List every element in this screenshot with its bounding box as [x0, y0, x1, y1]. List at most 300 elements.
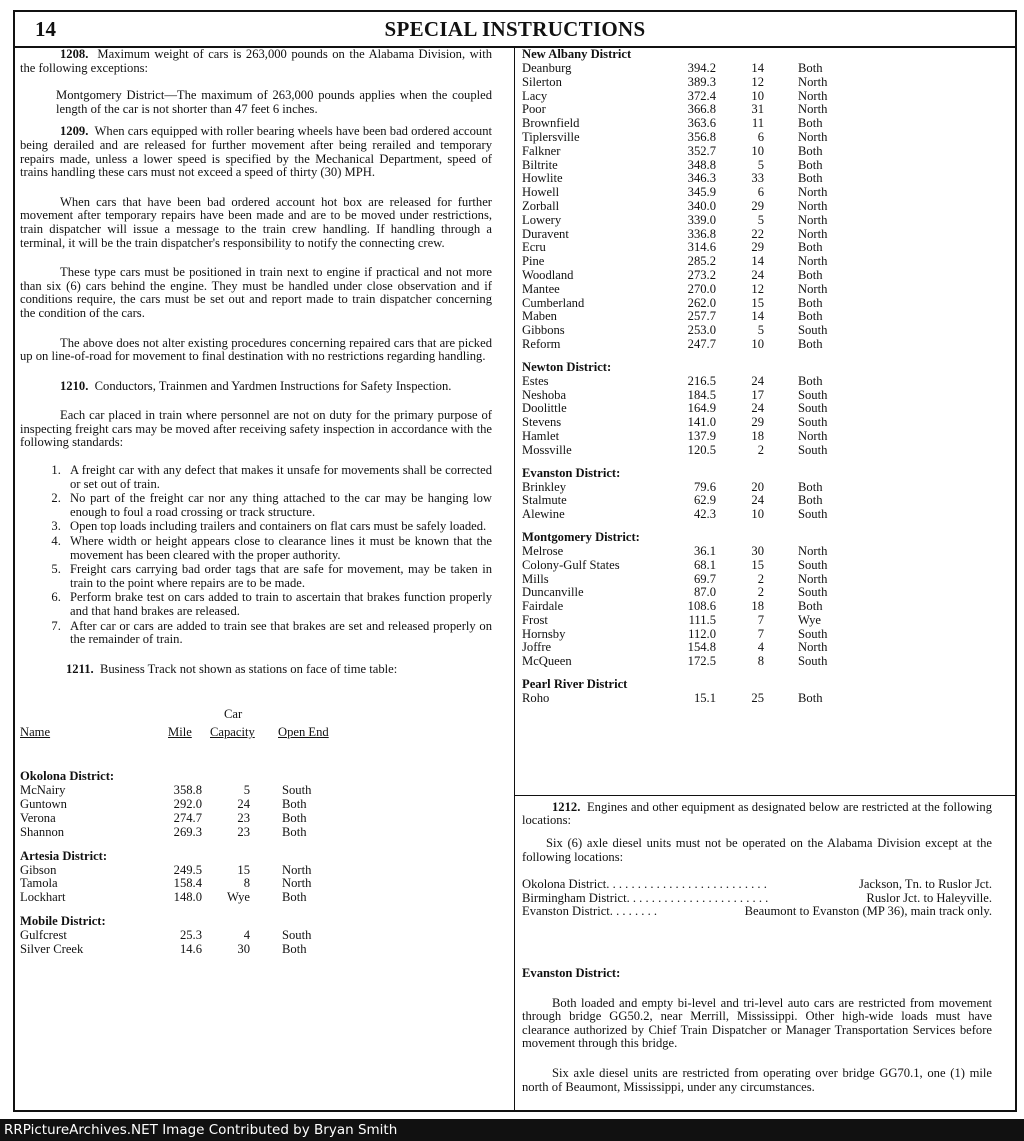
car-capacity: 2: [757, 585, 764, 600]
car-capacity: 2: [757, 571, 764, 586]
mile-post: 389.3: [687, 74, 716, 89]
car-capacity: 29: [751, 415, 764, 430]
open-end: Both: [282, 797, 307, 812]
rule-number: 1209.: [60, 124, 89, 139]
station-name: Estes: [522, 373, 549, 388]
rule-text: Engines and other equipment as designated below are restricted at the following locations:: [522, 799, 992, 828]
car-capacity: 18: [751, 428, 764, 443]
station-name: Stevens: [522, 415, 562, 430]
mile-post: 79.6: [693, 479, 716, 494]
car-capacity: 14: [751, 309, 764, 324]
car-capacity: 10: [751, 143, 764, 158]
open-end: Both: [282, 824, 307, 839]
paragraph-each-car: Each car placed in train where personnel are not on duty for the primary purpose of inspecting freight cars may be moved after receiving safety inspection in accordance with the following standards:: [20, 408, 492, 450]
car-capacity: 11: [751, 116, 764, 131]
table-row: [522, 200, 992, 214]
car-capacity: 4: [757, 640, 764, 655]
car-capacity: 10: [751, 88, 764, 103]
open-end: Both: [798, 61, 823, 75]
station-name: Stalmute: [522, 493, 567, 508]
car-capacity: 12: [751, 281, 764, 296]
car-capacity: 29: [751, 198, 764, 213]
car-capacity: 30: [751, 543, 764, 558]
car-capacity: 25: [751, 691, 764, 706]
table-row: [522, 103, 992, 117]
table-row: [522, 628, 992, 642]
table-row: [522, 310, 992, 324]
table-row: [522, 214, 992, 228]
car-capacity: 24: [751, 373, 764, 388]
mile-post: 339.0: [687, 212, 716, 227]
table-row: [522, 508, 992, 522]
car-capacity: 23: [237, 810, 250, 825]
car-capacity: 23: [237, 824, 250, 839]
open-end: Both: [798, 599, 823, 614]
rule-1211: [20, 663, 492, 677]
open-end: North: [798, 571, 828, 586]
car-capacity: 18: [751, 599, 764, 614]
image-credit: RRPictureArchives.NET Image Contributed by Bryan Smith: [0, 1119, 1024, 1141]
open-end: North: [798, 129, 828, 144]
station-name: Howell: [522, 185, 560, 200]
table-row: [522, 297, 992, 311]
rule-1210: [20, 380, 492, 394]
open-end: South: [798, 401, 828, 416]
table-row: [522, 416, 992, 430]
mile-post: 269.3: [173, 824, 202, 839]
open-end: South: [282, 783, 312, 798]
table-row: [522, 402, 992, 416]
car-capacity: 6: [757, 129, 764, 144]
district-heading: Pearl River District: [522, 677, 628, 692]
page-title: SPECIAL INSTRUCTIONS: [384, 17, 646, 41]
open-end: Both: [282, 890, 307, 905]
district-heading: Okolona District:: [20, 769, 115, 784]
safety-standards-list: [20, 464, 492, 647]
rule-text: Conductors, Trainmen and Yardmen Instructions for Safety Inspection.: [94, 378, 452, 393]
station-name: Doolittle: [522, 401, 567, 416]
station-name: Cumberland: [522, 295, 585, 310]
station-name: Silver Creek: [20, 941, 84, 956]
mile-post: 372.4: [687, 88, 716, 103]
district-heading: Evanston District:: [522, 465, 621, 480]
table-row: [522, 62, 992, 76]
open-end: Both: [282, 810, 307, 825]
table-row: [522, 117, 992, 131]
list-item: 2. No part of the freight car nor any thing attached to the car may be hanging low enough to foul a road crossing or track structure.: [64, 492, 492, 519]
open-end: North: [798, 543, 828, 558]
rule-number: 1212.: [552, 799, 581, 814]
table-row: [20, 812, 492, 826]
station-name: Roho: [522, 691, 550, 706]
station-name: Maben: [522, 309, 557, 324]
mile-post: 314.6: [687, 240, 716, 255]
mile-post: 262.0: [687, 295, 716, 310]
mile-post: 366.8: [687, 102, 716, 117]
mile-post: 148.0: [173, 890, 202, 905]
paragraph-position: These type cars must be positioned in train next to engine if practical and not more than six (6) cars behind the engine. They must be handled under close observation and if conditions require, the cars must be set out and report made to train dispatcher concerning the condition of the cars.: [20, 265, 492, 320]
station-name: Lacy: [522, 88, 548, 103]
column-divider: [514, 48, 515, 1110]
open-end: Both: [282, 941, 307, 956]
mile-post: 108.6: [687, 599, 716, 614]
open-end: Wye: [798, 612, 822, 627]
restriction-district: Birmingham District. . . . . . . . . . . . . . . . . . . . . . .: [522, 890, 769, 905]
car-capacity: 15: [751, 295, 764, 310]
car-capacity: 5: [757, 323, 764, 338]
open-end: Both: [798, 479, 823, 494]
open-end: North: [798, 185, 828, 200]
restriction-limits: Jackson, Tn. to Ruslor Jct.: [858, 877, 992, 892]
restriction-row: [522, 892, 992, 906]
table-row: [522, 430, 992, 444]
restriction-limits: Beaumont to Evanston (MP 36), main track only.: [744, 904, 992, 919]
car-capacity: 24: [237, 797, 250, 812]
station-name: Poor: [522, 102, 546, 117]
open-end: South: [798, 654, 828, 669]
district-heading: Mobile District:: [20, 913, 106, 928]
rule-text: Maximum weight of cars is 263,000 pounds on the Alabama Division, with the following exceptions:: [20, 47, 492, 75]
open-end: Both: [798, 295, 823, 310]
car-capacity: 7: [757, 626, 764, 641]
station-table: [522, 48, 992, 706]
car-capacity: 17: [751, 387, 764, 402]
mile-post: 358.8: [173, 783, 202, 798]
open-end: North: [798, 74, 828, 89]
table-row: [522, 545, 992, 559]
district-heading: New Albany District: [522, 47, 632, 61]
table-row: [522, 324, 992, 338]
car-capacity: 14: [751, 254, 764, 269]
table-row: [522, 338, 992, 352]
station-name: Mantee: [522, 281, 560, 296]
open-end: South: [798, 387, 828, 402]
table-row: [20, 929, 492, 943]
station-name: Colony-Gulf States: [522, 557, 620, 572]
station-name: Verona: [20, 810, 56, 825]
open-end: North: [282, 862, 312, 877]
mile-post: 62.9: [693, 493, 716, 508]
rule-1212: [522, 801, 992, 828]
station-name: Melrose: [522, 543, 564, 558]
mile-post: 273.2: [687, 267, 716, 282]
mile-post: 42.3: [693, 507, 716, 522]
business-track-table: [20, 770, 492, 956]
mile-post: 158.4: [173, 876, 202, 891]
table-row: [20, 798, 492, 812]
page-header: [15, 12, 1015, 48]
station-name: Howlite: [522, 171, 563, 186]
paragraph-six-axle: Six (6) axle diesel units must not be operated on the Alabama Division except at the following locations:: [522, 836, 992, 864]
table-row: [20, 826, 492, 840]
mile-post: 69.7: [693, 571, 716, 586]
station-name: Biltrite: [522, 157, 558, 172]
column-header-name: Name: [20, 725, 51, 740]
table-row: [522, 641, 992, 655]
mile-post: 111.5: [688, 612, 716, 627]
car-capacity: 15: [237, 862, 250, 877]
open-end: North: [798, 198, 828, 213]
open-end: North: [282, 876, 312, 891]
car-capacity: 29: [751, 240, 764, 255]
mile-post: 120.5: [687, 442, 716, 457]
table-row: [522, 586, 992, 600]
rule-number: 1210.: [60, 378, 89, 393]
table-row: [522, 90, 992, 104]
table-row: [522, 228, 992, 242]
open-end: South: [798, 626, 828, 641]
list-item: 5. Freight cars carrying bad order tags that are safe for movement, may be taken in train to the point where repairs are to be made.: [64, 563, 492, 590]
mile-post: 274.7: [173, 810, 202, 825]
table-row: [522, 481, 992, 495]
station-name: Frost: [522, 612, 548, 627]
open-end: North: [798, 226, 828, 241]
rule-text: Business Track not shown as stations on face of time table:: [99, 661, 398, 676]
list-item: 1. A freight car with any defect that makes it unsafe for movements shall be corrected or set out of train.: [64, 464, 492, 491]
mile-post: 25.3: [179, 927, 202, 942]
car-capacity: 7: [757, 612, 764, 627]
open-end: Both: [798, 493, 823, 508]
station-name: Guntown: [20, 797, 67, 812]
open-end: South: [798, 323, 828, 338]
mile-post: 292.0: [173, 797, 202, 812]
station-name: Falkner: [522, 143, 561, 158]
table-row: [522, 269, 992, 283]
mile-post: 356.8: [687, 129, 716, 144]
mile-post: 112.0: [688, 626, 716, 641]
table-row: [522, 241, 992, 255]
list-item: 6. Perform brake test on cars added to train to ascertain that brakes function properly and that hand brakes are released.: [64, 591, 492, 618]
open-end: North: [798, 88, 828, 103]
mile-post: 137.9: [687, 428, 716, 443]
open-end: South: [798, 507, 828, 522]
rule-text: When cars equipped with roller bearing wheels have been bad ordered account being derailed and are released for further movement after being rerailed and temporary repairs made, unless a lower speed is specified by the Mechanical Department, speed of trains handling these cars must not exceed a speed of thirty (30) MPH.: [20, 124, 492, 180]
mile-post: 14.6: [179, 941, 202, 956]
table-row: [522, 559, 992, 573]
mile-post: 394.2: [687, 61, 716, 75]
mile-post: 249.5: [173, 862, 202, 877]
paragraph-above: The above does not alter existing procedures concerning repaired cars that are picked up on line-of-road for movement to final destination with no restrictions regarding handling.: [20, 335, 492, 364]
table-row: [522, 255, 992, 269]
mile-post: 352.7: [687, 143, 716, 158]
car-capacity: 2: [757, 442, 764, 457]
restriction-row: [522, 905, 992, 919]
list-item: 7. After car or cars are added to train see that brakes are set and released properly on the remainder of train.: [64, 620, 492, 647]
table-row: [522, 573, 992, 587]
car-capacity: 4: [243, 927, 250, 942]
mile-post: 340.0: [687, 198, 716, 213]
table-row: [20, 864, 492, 878]
mile-post: 36.1: [693, 543, 716, 558]
station-name: Deanburg: [522, 61, 572, 75]
mile-post: 348.8: [687, 157, 716, 172]
station-name: Neshoba: [522, 387, 567, 402]
open-end: Both: [798, 157, 823, 172]
station-name: Gibbons: [522, 323, 565, 338]
open-end: North: [798, 102, 828, 117]
column-header-open-end: Open End: [278, 725, 329, 740]
station-name: Tamola: [20, 876, 58, 891]
open-end: North: [798, 254, 828, 269]
station-name: Hamlet: [522, 428, 560, 443]
district-heading: Artesia District:: [20, 848, 108, 863]
table-row: [20, 891, 492, 905]
mile-post: 172.5: [687, 654, 716, 669]
car-capacity: 8: [243, 876, 250, 891]
car-capacity: 12: [751, 74, 764, 89]
car-capacity: 24: [751, 493, 764, 508]
table-row: [522, 145, 992, 159]
open-end: North: [798, 640, 828, 655]
station-name: Duncanville: [522, 585, 584, 600]
open-end: South: [798, 585, 828, 600]
car-capacity: 14: [751, 61, 764, 75]
open-end: Both: [798, 116, 823, 131]
station-name: Brinkley: [522, 479, 567, 494]
table-row: [522, 186, 992, 200]
evanston-heading: Evanston District:: [522, 966, 621, 981]
table-row: [522, 494, 992, 508]
car-capacity: 6: [757, 185, 764, 200]
station-name: Pine: [522, 254, 545, 269]
table-row: [20, 877, 492, 891]
rule-1209: [20, 125, 492, 179]
open-end: Both: [798, 267, 823, 282]
column-header-capacity: Capacity: [210, 725, 255, 740]
car-capacity: 8: [757, 654, 764, 669]
table-row: [522, 444, 992, 458]
car-capacity: Wye: [226, 890, 250, 905]
open-end: North: [798, 212, 828, 227]
restriction-row: [522, 878, 992, 892]
table-row: [522, 159, 992, 173]
station-name: Mills: [522, 571, 549, 586]
station-name: Lockhart: [20, 890, 66, 905]
mile-post: 141.0: [687, 415, 716, 430]
station-name: Shannon: [20, 824, 65, 839]
open-end: South: [282, 927, 312, 942]
mile-post: 87.0: [693, 585, 716, 600]
station-name: McNairy: [20, 783, 66, 798]
mile-post: 154.8: [687, 640, 716, 655]
list-item: 4. Where width or height appears close to clearance lines it must be known that the movement has been cleared with the proper authority.: [64, 535, 492, 562]
page-number: 14: [35, 17, 56, 41]
table-row: [522, 172, 992, 186]
car-capacity: 31: [751, 102, 764, 117]
table-row: [522, 375, 992, 389]
station-name: Fairdale: [522, 599, 564, 614]
car-capacity: 10: [751, 336, 764, 351]
station-name: Brownfield: [522, 116, 580, 131]
open-end: Both: [798, 309, 823, 324]
mile-post: 345.9: [687, 185, 716, 200]
station-name: Ecru: [522, 240, 546, 255]
rule-1208-exception: Montgomery District—The maximum of 263,000 pounds applies when the coupled length of the car is not shorter than 47 feet 6 inches.: [56, 88, 492, 116]
open-end: Both: [798, 373, 823, 388]
open-end: South: [798, 557, 828, 572]
district-heading: Newton District:: [522, 359, 612, 374]
table-row: [522, 600, 992, 614]
car-capacity: 5: [243, 783, 250, 798]
mile-post: 247.7: [687, 336, 716, 351]
column-header-car: Car: [224, 707, 243, 722]
station-name: Alewine: [522, 507, 565, 522]
station-name: Lowery: [522, 212, 562, 227]
mile-post: 184.5: [687, 387, 716, 402]
restriction-list: [522, 878, 992, 919]
mile-post: 257.7: [687, 309, 716, 324]
mile-post: 346.3: [687, 171, 716, 186]
station-name: Hornsby: [522, 626, 566, 641]
mile-post: 15.1: [693, 691, 716, 706]
rule-number: 1211.: [66, 661, 94, 676]
table-row: [522, 655, 992, 669]
district-heading: Montgomery District:: [522, 529, 640, 544]
table-row: [522, 389, 992, 403]
mile-post: 68.1: [693, 557, 716, 572]
station-name: Gibson: [20, 862, 57, 877]
mile-post: 216.5: [687, 373, 716, 388]
car-capacity: 30: [237, 941, 250, 956]
car-capacity: 33: [751, 171, 764, 186]
table-row: [20, 784, 492, 798]
station-name: Joffre: [522, 640, 552, 655]
open-end: South: [798, 442, 828, 457]
station-name: Mossville: [522, 442, 572, 457]
table-row: [522, 614, 992, 628]
restriction-district: Evanston District. . . . . . . .: [522, 904, 658, 919]
column-header-mile: Mile: [168, 725, 192, 740]
right-column: [522, 48, 992, 1094]
list-item: 3. Open top loads including trailers and containers on flat cars must be safely loaded.: [64, 520, 492, 534]
mile-post: 285.2: [687, 254, 716, 269]
station-name: Gulfcrest: [20, 927, 67, 942]
open-end: Both: [798, 240, 823, 255]
table-header: [20, 702, 492, 746]
open-end: Both: [798, 143, 823, 158]
open-end: Both: [798, 336, 823, 351]
car-capacity: 5: [757, 212, 764, 227]
table-row: [522, 131, 992, 145]
paragraph-gg70: Six axle diesel units are restricted from operating over bridge GG70.1, one (1) mile north of Beaumont, Mississippi, under any circumstances.: [522, 1066, 992, 1094]
open-end: Both: [798, 171, 823, 186]
rule-1208: [20, 48, 492, 75]
table-row: [522, 76, 992, 90]
left-column: [20, 48, 492, 957]
table-row: [522, 283, 992, 297]
table-row: [522, 692, 992, 706]
station-name: Tiplersville: [522, 129, 580, 144]
car-capacity: 24: [751, 401, 764, 416]
rule-number: 1208.: [60, 47, 89, 61]
station-name: Silerton: [522, 74, 562, 89]
table-row: [20, 943, 492, 957]
mile-post: 336.8: [687, 226, 716, 241]
mile-post: 270.0: [687, 281, 716, 296]
paragraph-hotbox: When cars that have been bad ordered account hot box are released for further movement after temporary repairs have been made and are to be moved under restrictions, train dispatcher will issue a message to the train crew handling. If handling through a terminal, it will be the train dispatcher's responsibility to notify the connecting crew.: [20, 194, 492, 250]
open-end: North: [798, 281, 828, 296]
car-capacity: 5: [757, 157, 764, 172]
station-name: Woodland: [522, 267, 574, 282]
open-end: Both: [798, 691, 823, 706]
car-capacity: 20: [751, 479, 764, 494]
station-name: Duravent: [522, 226, 569, 241]
car-capacity: 10: [751, 507, 764, 522]
open-end: South: [798, 415, 828, 430]
car-capacity: 15: [751, 557, 764, 572]
paragraph-bi-level: Both loaded and empty bi-level and tri-level auto cars are restricted from movement through bridge GG50.2, near Merrill, Mississippi. Other high-wide loads must have clearance authorized by Chief Train Dispatcher or Manager Transportation Services before movement through this bridge.: [522, 995, 992, 1051]
open-end: North: [798, 428, 828, 443]
